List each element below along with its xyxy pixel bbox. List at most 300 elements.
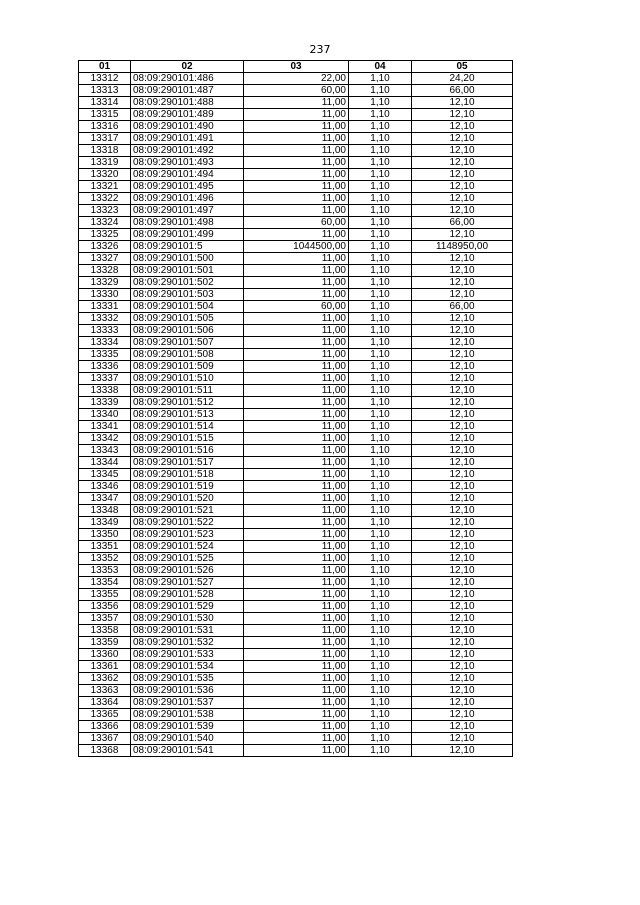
coefficient-cell: 1,10 (349, 517, 412, 529)
table-row (79, 649, 513, 661)
value-cell: 11,00 (244, 157, 349, 169)
table-row (79, 157, 513, 169)
result-cell: 12,10 (412, 133, 513, 145)
row-number-cell: 13314 (79, 97, 131, 109)
result-cell: 12,10 (412, 721, 513, 733)
result-cell: 12,10 (412, 505, 513, 517)
coefficient-cell: 1,10 (349, 601, 412, 613)
cadastral-number-cell: 08:09:290101:538 (131, 709, 244, 721)
cadastral-number-cell: 08:09:290101:521 (131, 505, 244, 517)
coefficient-cell: 1,10 (349, 325, 412, 337)
coefficient-cell: 1,10 (349, 277, 412, 289)
result-cell: 12,10 (412, 541, 513, 553)
row-number-cell: 13362 (79, 673, 131, 685)
column-header-04: 04 (349, 61, 412, 73)
result-cell: 12,10 (412, 277, 513, 289)
row-number-cell: 13342 (79, 433, 131, 445)
coefficient-cell: 1,10 (349, 565, 412, 577)
cadastral-number-cell: 08:09:290101:489 (131, 109, 244, 121)
table-row (79, 481, 513, 493)
cadastral-number-cell: 08:09:290101:516 (131, 445, 244, 457)
result-cell: 12,10 (412, 661, 513, 673)
row-number-cell: 13349 (79, 517, 131, 529)
table-row (79, 193, 513, 205)
table-body (79, 73, 513, 757)
value-cell: 11,00 (244, 745, 349, 757)
row-number-cell: 13324 (79, 217, 131, 229)
row-number-cell: 13325 (79, 229, 131, 241)
table-row (79, 205, 513, 217)
row-number-cell: 13358 (79, 625, 131, 637)
cadastral-number-cell: 08:09:290101:537 (131, 697, 244, 709)
coefficient-cell: 1,10 (349, 157, 412, 169)
result-cell: 12,10 (412, 589, 513, 601)
result-cell: 12,10 (412, 745, 513, 757)
result-cell: 12,10 (412, 613, 513, 625)
value-cell: 11,00 (244, 721, 349, 733)
table-row (79, 373, 513, 385)
value-cell: 11,00 (244, 649, 349, 661)
coefficient-cell: 1,10 (349, 397, 412, 409)
result-cell: 12,10 (412, 709, 513, 721)
table-row (79, 421, 513, 433)
cadastral-number-cell: 08:09:290101:494 (131, 169, 244, 181)
table-row (79, 145, 513, 157)
table-row (79, 361, 513, 373)
column-header-01: 01 (79, 61, 131, 73)
row-number-cell: 13336 (79, 361, 131, 373)
row-number-cell: 13333 (79, 325, 131, 337)
row-number-cell: 13351 (79, 541, 131, 553)
table-row (79, 505, 513, 517)
table-row (79, 601, 513, 613)
coefficient-cell: 1,10 (349, 481, 412, 493)
value-cell: 11,00 (244, 337, 349, 349)
result-cell: 12,10 (412, 457, 513, 469)
table-row (79, 121, 513, 133)
result-cell: 12,10 (412, 349, 513, 361)
value-cell: 11,00 (244, 265, 349, 277)
result-cell: 12,10 (412, 565, 513, 577)
result-cell: 12,10 (412, 361, 513, 373)
cadastral-number-cell: 08:09:290101:531 (131, 625, 244, 637)
coefficient-cell: 1,10 (349, 409, 412, 421)
coefficient-cell: 1,10 (349, 553, 412, 565)
row-number-cell: 13348 (79, 505, 131, 517)
row-number-cell: 13361 (79, 661, 131, 673)
table-row (79, 589, 513, 601)
cadastral-number-cell: 08:09:290101:5 (131, 241, 244, 253)
result-cell: 12,10 (412, 97, 513, 109)
result-cell: 66,00 (412, 217, 513, 229)
cadastral-number-cell: 08:09:290101:513 (131, 409, 244, 421)
coefficient-cell: 1,10 (349, 661, 412, 673)
cadastral-number-cell: 08:09:290101:508 (131, 349, 244, 361)
coefficient-cell: 1,10 (349, 505, 412, 517)
table-row (79, 493, 513, 505)
result-cell: 12,10 (412, 193, 513, 205)
coefficient-cell: 1,10 (349, 745, 412, 757)
cadastral-number-cell: 08:09:290101:522 (131, 517, 244, 529)
coefficient-cell: 1,10 (349, 253, 412, 265)
table-row (79, 685, 513, 697)
column-header-05: 05 (412, 61, 513, 73)
table-row (79, 397, 513, 409)
table-row (79, 541, 513, 553)
value-cell: 11,00 (244, 253, 349, 265)
cadastral-number-cell: 08:09:290101:533 (131, 649, 244, 661)
cadastral-number-cell: 08:09:290101:517 (131, 457, 244, 469)
value-cell: 22,00 (244, 73, 349, 85)
value-cell: 11,00 (244, 517, 349, 529)
value-cell: 11,00 (244, 169, 349, 181)
table-row (79, 517, 513, 529)
cadastral-number-cell: 08:09:290101:539 (131, 721, 244, 733)
value-cell: 11,00 (244, 121, 349, 133)
result-cell: 12,10 (412, 697, 513, 709)
value-cell: 11,00 (244, 97, 349, 109)
result-cell: 12,10 (412, 469, 513, 481)
coefficient-cell: 1,10 (349, 721, 412, 733)
table-row (79, 109, 513, 121)
row-number-cell: 13363 (79, 685, 131, 697)
row-number-cell: 13338 (79, 385, 131, 397)
cadastral-number-cell: 08:09:290101:490 (131, 121, 244, 133)
cadastral-number-cell: 08:09:290101:518 (131, 469, 244, 481)
coefficient-cell: 1,10 (349, 265, 412, 277)
result-cell: 12,10 (412, 205, 513, 217)
result-cell: 12,10 (412, 289, 513, 301)
cadastral-number-cell: 08:09:290101:503 (131, 289, 244, 301)
row-number-cell: 13327 (79, 253, 131, 265)
row-number-cell: 13368 (79, 745, 131, 757)
result-cell: 12,10 (412, 157, 513, 169)
value-cell: 11,00 (244, 277, 349, 289)
row-number-cell: 13346 (79, 481, 131, 493)
table-row (79, 469, 513, 481)
coefficient-cell: 1,10 (349, 289, 412, 301)
row-number-cell: 13347 (79, 493, 131, 505)
result-cell: 1148950,00 (412, 241, 513, 253)
value-cell: 11,00 (244, 397, 349, 409)
value-cell: 11,00 (244, 589, 349, 601)
result-cell: 12,10 (412, 445, 513, 457)
value-cell: 11,00 (244, 325, 349, 337)
row-number-cell: 13360 (79, 649, 131, 661)
table-row (79, 241, 513, 253)
row-number-cell: 13326 (79, 241, 131, 253)
result-cell: 12,10 (412, 625, 513, 637)
table-row (79, 697, 513, 709)
result-cell: 12,10 (412, 517, 513, 529)
table-row (79, 433, 513, 445)
row-number-cell: 13316 (79, 121, 131, 133)
row-number-cell: 13317 (79, 133, 131, 145)
table-row (79, 337, 513, 349)
table-row (79, 721, 513, 733)
result-cell: 12,10 (412, 637, 513, 649)
value-cell: 11,00 (244, 181, 349, 193)
table-row (79, 217, 513, 229)
coefficient-cell: 1,10 (349, 205, 412, 217)
cadastral-number-cell: 08:09:290101:535 (131, 673, 244, 685)
cadastral-number-cell: 08:09:290101:500 (131, 253, 244, 265)
cadastral-number-cell: 08:09:290101:502 (131, 277, 244, 289)
result-cell: 12,10 (412, 601, 513, 613)
cadastral-number-cell: 08:09:290101:536 (131, 685, 244, 697)
value-cell: 11,00 (244, 445, 349, 457)
coefficient-cell: 1,10 (349, 421, 412, 433)
coefficient-cell: 1,10 (349, 625, 412, 637)
cadastral-number-cell: 08:09:290101:487 (131, 85, 244, 97)
coefficient-cell: 1,10 (349, 181, 412, 193)
row-number-cell: 13357 (79, 613, 131, 625)
row-number-cell: 13354 (79, 577, 131, 589)
value-cell: 1044500,00 (244, 241, 349, 253)
row-number-cell: 13318 (79, 145, 131, 157)
table-row (79, 661, 513, 673)
result-cell: 12,10 (412, 385, 513, 397)
coefficient-cell: 1,10 (349, 589, 412, 601)
cadastral-number-cell: 08:09:290101:497 (131, 205, 244, 217)
result-cell: 12,10 (412, 649, 513, 661)
table-row (79, 181, 513, 193)
table-row (79, 553, 513, 565)
cadastral-number-cell: 08:09:290101:493 (131, 157, 244, 169)
coefficient-cell: 1,10 (349, 241, 412, 253)
result-cell: 24,20 (412, 73, 513, 85)
row-number-cell: 13353 (79, 565, 131, 577)
coefficient-cell: 1,10 (349, 541, 412, 553)
table-row (79, 133, 513, 145)
value-cell: 11,00 (244, 541, 349, 553)
value-cell: 11,00 (244, 433, 349, 445)
coefficient-cell: 1,10 (349, 457, 412, 469)
coefficient-cell: 1,10 (349, 361, 412, 373)
value-cell: 11,00 (244, 505, 349, 517)
coefficient-cell: 1,10 (349, 685, 412, 697)
value-cell: 11,00 (244, 457, 349, 469)
cadastral-number-cell: 08:09:290101:530 (131, 613, 244, 625)
coefficient-cell: 1,10 (349, 73, 412, 85)
row-number-cell: 13344 (79, 457, 131, 469)
cadastral-number-cell: 08:09:290101:515 (131, 433, 244, 445)
row-number-cell: 13328 (79, 265, 131, 277)
result-cell: 12,10 (412, 145, 513, 157)
result-cell: 12,10 (412, 313, 513, 325)
result-cell: 12,10 (412, 577, 513, 589)
value-cell: 11,00 (244, 481, 349, 493)
cadastral-number-cell: 08:09:290101:495 (131, 181, 244, 193)
value-cell: 11,00 (244, 661, 349, 673)
value-cell: 11,00 (244, 613, 349, 625)
coefficient-cell: 1,10 (349, 217, 412, 229)
row-number-cell: 13352 (79, 553, 131, 565)
value-cell: 11,00 (244, 229, 349, 241)
row-number-cell: 13367 (79, 733, 131, 745)
result-cell: 66,00 (412, 301, 513, 313)
cadastral-number-cell: 08:09:290101:488 (131, 97, 244, 109)
table-row (79, 565, 513, 577)
value-cell: 11,00 (244, 421, 349, 433)
table-row (79, 385, 513, 397)
value-cell: 60,00 (244, 85, 349, 97)
coefficient-cell: 1,10 (349, 577, 412, 589)
value-cell: 11,00 (244, 529, 349, 541)
coefficient-cell: 1,10 (349, 337, 412, 349)
cadastral-number-cell: 08:09:290101:511 (131, 385, 244, 397)
table-row (79, 625, 513, 637)
value-cell: 11,00 (244, 109, 349, 121)
row-number-cell: 13355 (79, 589, 131, 601)
value-cell: 11,00 (244, 133, 349, 145)
row-number-cell: 13321 (79, 181, 131, 193)
table-row (79, 229, 513, 241)
cadastral-number-cell: 08:09:290101:491 (131, 133, 244, 145)
result-cell: 12,10 (412, 409, 513, 421)
value-cell: 11,00 (244, 673, 349, 685)
value-cell: 11,00 (244, 469, 349, 481)
row-number-cell: 13331 (79, 301, 131, 313)
row-number-cell: 13359 (79, 637, 131, 649)
cadastral-number-cell: 08:09:290101:506 (131, 325, 244, 337)
row-number-cell: 13322 (79, 193, 131, 205)
table-row (79, 73, 513, 85)
result-cell: 66,00 (412, 85, 513, 97)
value-cell: 11,00 (244, 577, 349, 589)
cadastral-number-cell: 08:09:290101:486 (131, 73, 244, 85)
cadastral-number-cell: 08:09:290101:532 (131, 637, 244, 649)
value-cell: 11,00 (244, 697, 349, 709)
table-row (79, 529, 513, 541)
table-row (79, 349, 513, 361)
table-row (79, 325, 513, 337)
value-cell: 11,00 (244, 733, 349, 745)
coefficient-cell: 1,10 (349, 433, 412, 445)
coefficient-cell: 1,10 (349, 493, 412, 505)
coefficient-cell: 1,10 (349, 109, 412, 121)
table-row (79, 301, 513, 313)
coefficient-cell: 1,10 (349, 733, 412, 745)
row-number-cell: 13356 (79, 601, 131, 613)
coefficient-cell: 1,10 (349, 301, 412, 313)
result-cell: 12,10 (412, 337, 513, 349)
coefficient-cell: 1,10 (349, 229, 412, 241)
coefficient-cell: 1,10 (349, 349, 412, 361)
value-cell: 11,00 (244, 205, 349, 217)
value-cell: 11,00 (244, 637, 349, 649)
cadastral-number-cell: 08:09:290101:509 (131, 361, 244, 373)
coefficient-cell: 1,10 (349, 85, 412, 97)
cadastral-number-cell: 08:09:290101:527 (131, 577, 244, 589)
table-row (79, 745, 513, 757)
result-cell: 12,10 (412, 109, 513, 121)
value-cell: 11,00 (244, 385, 349, 397)
coefficient-cell: 1,10 (349, 529, 412, 541)
row-number-cell: 13312 (79, 73, 131, 85)
coefficient-cell: 1,10 (349, 697, 412, 709)
cadastral-number-cell: 08:09:290101:523 (131, 529, 244, 541)
cadastral-number-cell: 08:09:290101:501 (131, 265, 244, 277)
coefficient-cell: 1,10 (349, 193, 412, 205)
coefficient-cell: 1,10 (349, 121, 412, 133)
coefficient-cell: 1,10 (349, 145, 412, 157)
cadastral-number-cell: 08:09:290101:519 (131, 481, 244, 493)
result-cell: 12,10 (412, 181, 513, 193)
table-row (79, 709, 513, 721)
value-cell: 11,00 (244, 709, 349, 721)
value-cell: 11,00 (244, 361, 349, 373)
table-row (79, 445, 513, 457)
table-row (79, 613, 513, 625)
table-row (79, 277, 513, 289)
table-row (79, 409, 513, 421)
result-cell: 12,10 (412, 733, 513, 745)
value-cell: 11,00 (244, 685, 349, 697)
row-number-cell: 13341 (79, 421, 131, 433)
result-cell: 12,10 (412, 373, 513, 385)
value-cell: 11,00 (244, 313, 349, 325)
cadastral-number-cell: 08:09:290101:512 (131, 397, 244, 409)
result-cell: 12,10 (412, 229, 513, 241)
row-number-cell: 13340 (79, 409, 131, 421)
table-row (79, 673, 513, 685)
row-number-cell: 13320 (79, 169, 131, 181)
value-cell: 11,00 (244, 145, 349, 157)
value-cell: 11,00 (244, 553, 349, 565)
table-row (79, 577, 513, 589)
coefficient-cell: 1,10 (349, 637, 412, 649)
result-cell: 12,10 (412, 433, 513, 445)
cadastral-number-cell: 08:09:290101:526 (131, 565, 244, 577)
coefficient-cell: 1,10 (349, 169, 412, 181)
value-cell: 11,00 (244, 493, 349, 505)
value-cell: 11,00 (244, 625, 349, 637)
value-cell: 60,00 (244, 301, 349, 313)
data-table (78, 60, 513, 757)
result-cell: 12,10 (412, 121, 513, 133)
result-cell: 12,10 (412, 481, 513, 493)
page-number: 237 (309, 43, 331, 56)
row-number-cell: 13366 (79, 721, 131, 733)
coefficient-cell: 1,10 (349, 469, 412, 481)
cadastral-number-cell: 08:09:290101:525 (131, 553, 244, 565)
result-cell: 12,10 (412, 253, 513, 265)
result-cell: 12,10 (412, 169, 513, 181)
table-row (79, 253, 513, 265)
cadastral-number-cell: 08:09:290101:514 (131, 421, 244, 433)
table-row (79, 265, 513, 277)
row-number-cell: 13339 (79, 397, 131, 409)
value-cell: 11,00 (244, 373, 349, 385)
result-cell: 12,10 (412, 397, 513, 409)
coefficient-cell: 1,10 (349, 133, 412, 145)
table-row (79, 169, 513, 181)
coefficient-cell: 1,10 (349, 673, 412, 685)
cadastral-number-cell: 08:09:290101:534 (131, 661, 244, 673)
row-number-cell: 13329 (79, 277, 131, 289)
coefficient-cell: 1,10 (349, 613, 412, 625)
coefficient-cell: 1,10 (349, 385, 412, 397)
result-cell: 12,10 (412, 421, 513, 433)
result-cell: 12,10 (412, 493, 513, 505)
result-cell: 12,10 (412, 673, 513, 685)
row-number-cell: 13323 (79, 205, 131, 217)
value-cell: 11,00 (244, 565, 349, 577)
cadastral-number-cell: 08:09:290101:520 (131, 493, 244, 505)
cadastral-number-cell: 08:09:290101:529 (131, 601, 244, 613)
value-cell: 11,00 (244, 409, 349, 421)
